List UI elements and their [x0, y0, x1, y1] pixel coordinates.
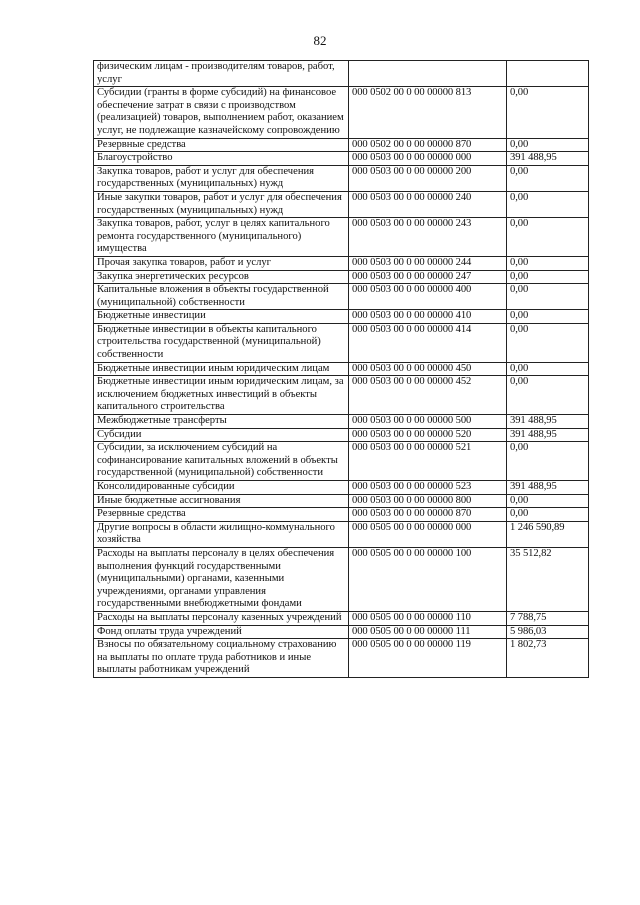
table-row — [94, 639, 589, 678]
row-sum-cell: 0,00 — [507, 310, 589, 324]
row-code-cell: 000 0505 00 0 00 00000 119 — [349, 639, 507, 678]
row-code-cell: 000 0505 00 0 00 00000 111 — [349, 625, 507, 639]
row-name-cell: Резервные средства — [94, 508, 349, 522]
row-name-cell: Взносы по обязательному социальному страхованию на выплаты по оплате труда работников и иные выплаты работникам учреждений — [94, 639, 349, 678]
row-name-cell: Капитальные вложения в объекты государственной (муниципальной) собственности — [94, 284, 349, 310]
table-row — [94, 191, 589, 217]
row-name-cell: Бюджетные инвестиции иным юридическим лицам — [94, 362, 349, 376]
budget-expense-table — [93, 60, 589, 678]
row-code-cell: 000 0503 00 0 00 00000 244 — [349, 256, 507, 270]
row-name-cell: Межбюджетные трансферты — [94, 415, 349, 429]
row-name-cell: Бюджетные инвестиции в объекты капитального строительства государственной (муниципальной) собственности — [94, 323, 349, 362]
table-row — [94, 494, 589, 508]
row-name-cell: Благоустройство — [94, 152, 349, 166]
row-sum-cell: 0,00 — [507, 87, 589, 138]
page-number: 82 — [313, 33, 327, 48]
row-sum-cell: 0,00 — [507, 284, 589, 310]
table-row — [94, 611, 589, 625]
row-sum-cell: 35 512,82 — [507, 547, 589, 611]
row-code-cell: 000 0503 00 0 00 00000 243 — [349, 218, 507, 257]
table-row — [94, 256, 589, 270]
row-code-cell: 000 0503 00 0 00 00000 240 — [349, 191, 507, 217]
row-code-cell: 000 0503 00 0 00 00000 870 — [349, 508, 507, 522]
row-code-cell: 000 0505 00 0 00 00000 000 — [349, 521, 507, 547]
row-code-cell: 000 0503 00 0 00 00000 450 — [349, 362, 507, 376]
row-sum-cell: 0,00 — [507, 323, 589, 362]
table-row — [94, 508, 589, 522]
table-body — [94, 61, 589, 678]
row-code-cell: 000 0503 00 0 00 00000 800 — [349, 494, 507, 508]
table-row — [94, 415, 589, 429]
row-name-cell: Иные бюджетные ассигнования — [94, 494, 349, 508]
row-sum-cell: 0,00 — [507, 218, 589, 257]
row-name-cell: Субсидии — [94, 428, 349, 442]
row-name-cell: Расходы на выплаты персоналу в целях обеспечения выполнения функций государственными (муниципальными) органами, казенными учреждениями, органами управления государственными внебюджетными фондами — [94, 547, 349, 611]
row-name-cell: Бюджетные инвестиции иным юридическим лицам, за исключением бюджетных инвестиций в объекты капитального строительства — [94, 376, 349, 415]
row-sum-cell: 1 802,73 — [507, 639, 589, 678]
row-sum-cell: 391 488,95 — [507, 415, 589, 429]
table-row — [94, 218, 589, 257]
table-row — [94, 376, 589, 415]
row-name-cell: Прочая закупка товаров, работ и услуг — [94, 256, 349, 270]
table-row — [94, 310, 589, 324]
row-name-cell: Субсидии (гранты в форме субсидий) на финансовое обеспечение затрат в связи с производством (реализацией) товаров, выполнением работ, оказанием услуг, не подлежащие казначейскому сопровождению — [94, 87, 349, 138]
row-name-cell: Фонд оплаты труда учреждений — [94, 625, 349, 639]
row-code-cell: 000 0505 00 0 00 00000 100 — [349, 547, 507, 611]
table-row — [94, 270, 589, 284]
row-name-cell: Закупка энергетических ресурсов — [94, 270, 349, 284]
row-code-cell: 000 0503 00 0 00 00000 247 — [349, 270, 507, 284]
row-code-cell: 000 0505 00 0 00 00000 110 — [349, 611, 507, 625]
row-code-cell: 000 0503 00 0 00 00000 400 — [349, 284, 507, 310]
row-code-cell: 000 0502 00 0 00 00000 813 — [349, 87, 507, 138]
table-row — [94, 362, 589, 376]
row-sum-cell: 0,00 — [507, 138, 589, 152]
table-row — [94, 165, 589, 191]
row-code-cell: 000 0502 00 0 00 00000 870 — [349, 138, 507, 152]
table-row — [94, 442, 589, 481]
row-sum-cell: 0,00 — [507, 442, 589, 481]
row-name-cell: физическим лицам - производителям товаров, работ, услуг — [94, 61, 349, 87]
row-sum-cell: 0,00 — [507, 270, 589, 284]
row-code-cell: 000 0503 00 0 00 00000 520 — [349, 428, 507, 442]
row-sum-cell: 7 788,75 — [507, 611, 589, 625]
row-code-cell: 000 0503 00 0 00 00000 000 — [349, 152, 507, 166]
row-sum-cell — [507, 61, 589, 87]
row-name-cell: Расходы на выплаты персоналу казенных учреждений — [94, 611, 349, 625]
table-row — [94, 138, 589, 152]
row-sum-cell: 0,00 — [507, 494, 589, 508]
row-code-cell: 000 0503 00 0 00 00000 452 — [349, 376, 507, 415]
row-code-cell — [349, 61, 507, 87]
row-name-cell: Субсидии, за исключением субсидий на софинансирование капитальных вложений в объекты государственной (муниципальной) собственности — [94, 442, 349, 481]
table-row — [94, 428, 589, 442]
table-row — [94, 87, 589, 138]
row-name-cell: Консолидированные субсидии — [94, 481, 349, 495]
table-row — [94, 521, 589, 547]
row-sum-cell: 391 488,95 — [507, 428, 589, 442]
row-name-cell: Резервные средства — [94, 138, 349, 152]
table-row — [94, 152, 589, 166]
table-row — [94, 323, 589, 362]
row-sum-cell: 5 986,03 — [507, 625, 589, 639]
row-sum-cell: 0,00 — [507, 508, 589, 522]
table-row — [94, 61, 589, 87]
row-sum-cell: 0,00 — [507, 256, 589, 270]
row-sum-cell: 0,00 — [507, 362, 589, 376]
row-sum-cell: 391 488,95 — [507, 152, 589, 166]
row-code-cell: 000 0503 00 0 00 00000 414 — [349, 323, 507, 362]
row-name-cell: Другие вопросы в области жилищно-коммунального хозяйства — [94, 521, 349, 547]
table-row — [94, 625, 589, 639]
table-row — [94, 284, 589, 310]
table-row — [94, 547, 589, 611]
row-name-cell: Иные закупки товаров, работ и услуг для обеспечения государственных (муниципальных) нужд — [94, 191, 349, 217]
row-name-cell: Бюджетные инвестиции — [94, 310, 349, 324]
row-name-cell: Закупка товаров, работ и услуг для обеспечения государственных (муниципальных) нужд — [94, 165, 349, 191]
table-row — [94, 481, 589, 495]
row-code-cell: 000 0503 00 0 00 00000 200 — [349, 165, 507, 191]
row-name-cell: Закупка товаров, работ, услуг в целях капитального ремонта государственного (муниципального) имущества — [94, 218, 349, 257]
row-sum-cell: 0,00 — [507, 165, 589, 191]
row-sum-cell: 1 246 590,89 — [507, 521, 589, 547]
row-code-cell: 000 0503 00 0 00 00000 523 — [349, 481, 507, 495]
row-sum-cell: 0,00 — [507, 376, 589, 415]
row-sum-cell: 391 488,95 — [507, 481, 589, 495]
row-code-cell: 000 0503 00 0 00 00000 521 — [349, 442, 507, 481]
row-code-cell: 000 0503 00 0 00 00000 500 — [349, 415, 507, 429]
row-sum-cell: 0,00 — [507, 191, 589, 217]
row-code-cell: 000 0503 00 0 00 00000 410 — [349, 310, 507, 324]
